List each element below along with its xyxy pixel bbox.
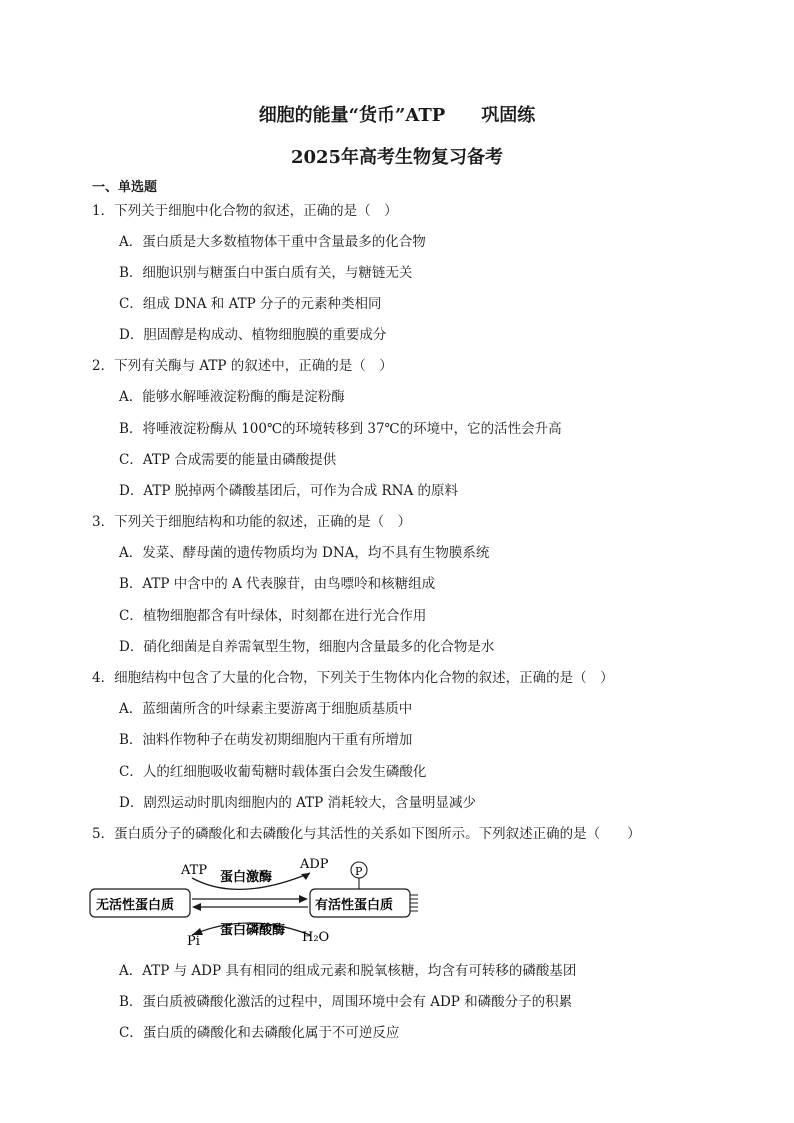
phosphate-icon-label: P [355, 865, 363, 878]
kinase-label: 蛋白激酶 [220, 870, 273, 885]
atp-label: ATP [181, 863, 208, 878]
question-5-option-b: B．蛋白质被磷酸化激活的过程中，周围环境中会有 ADP 和磷酸分子的积累 [119, 994, 573, 1010]
question-4-option-c: C．人的红细胞吸收葡萄糖时载体蛋白会发生磷酸化 [119, 764, 427, 780]
phosphorylation-diagram [88, 853, 428, 953]
section-heading: 一、单选题 [92, 180, 158, 195]
question-3-option-b: B．ATP 中含中的 A 代表腺苷，由鸟嘌呤和核糖组成 [119, 576, 436, 592]
question-3-stem: 3．下列关于细胞结构和功能的叙述，正确的是（ ） [92, 514, 412, 530]
question-1-option-b: B．细胞识别与糖蛋白中蛋白质有关，与糖链无关 [119, 265, 413, 281]
reverse-arrowhead [192, 903, 201, 911]
question-5-option-a: A．ATP 与 ADP 具有相同的组成元素和脱氧核糖，均含有可转移的磷酸基团 [119, 963, 577, 979]
question-1-option-d: D．胆固醇是构成动、植物细胞膜的重要成分 [119, 327, 387, 343]
question-2-stem: 2．下列有关酶与 ATP 的叙述中，正确的是（ ） [92, 358, 393, 374]
inactive-protein-label: 无活性蛋白质 [96, 898, 175, 913]
question-4-option-d: D．剧烈运动时肌肉细胞内的 ATP 消耗较大，含量明显减少 [119, 795, 477, 811]
question-4-stem: 4．细胞结构中包含了大量的化合物，下列关于生物体内化合物的叙述，正确的是（ ） [92, 670, 614, 686]
question-2-option-c: C．ATP 合成需要的能量由磷酸提供 [119, 452, 337, 468]
question-5-stem: 5．蛋白质分子的磷酸化和去磷酸化与其活性的关系如下图所示。下列叙述正确的是（ ） [92, 826, 641, 842]
question-1-option-a: A．蛋白质是大多数植物体干重中含量最多的化合物 [119, 234, 426, 250]
question-4-option-b: B．油料作物种子在萌发初期细胞内干重有所增加 [119, 732, 413, 748]
page-title: 细胞的能量“货币”ATP 巩固练 [258, 105, 536, 126]
water-label: H₂O [302, 930, 330, 945]
page-subtitle: 2025年高考生物复习备考 [290, 147, 504, 168]
question-4-option-a: A．蓝细菌所含的叶绿素主要游离于细胞质基质中 [119, 701, 413, 717]
activity-marks [410, 895, 418, 911]
active-protein-label: 有活性蛋白质 [315, 898, 394, 913]
question-5-option-c: C．蛋白质的磷酸化和去磷酸化属于不可逆反应 [119, 1025, 400, 1041]
question-3-option-a: A．发菜、酵母菌的遗传物质均为 DNA，均不具有生物膜系统 [119, 545, 490, 561]
question-1-stem: 1．下列关于细胞中化合物的叙述，正确的是（ ） [92, 203, 398, 219]
question-1-option-c: C．组成 DNA 和 ATP 分子的元素种类相同 [119, 296, 382, 312]
phosphatase-label: 蛋白磷酸酶 [220, 923, 286, 938]
question-3-option-d: D．硝化细菌是自养需氧型生物，细胞内含量最多的化合物是水 [119, 639, 495, 655]
pi-label: Pi [187, 934, 200, 949]
question-2-option-b: B．将唾液淀粉酶从 100℃的环境转移到 37℃的环境中，它的活性会升高 [119, 421, 562, 437]
question-2-option-d: D．ATP 脱掉两个磷酸基团后，可作为合成 RNA 的原料 [119, 483, 459, 499]
question-3-option-c: C．植物细胞都含有叶绿体，时刻都在进行光合作用 [119, 608, 427, 624]
forward-arrowhead [299, 895, 308, 903]
adp-label: ADP [300, 857, 329, 872]
question-2-option-a: A．能够水解唾液淀粉酶的酶是淀粉酶 [119, 389, 345, 405]
